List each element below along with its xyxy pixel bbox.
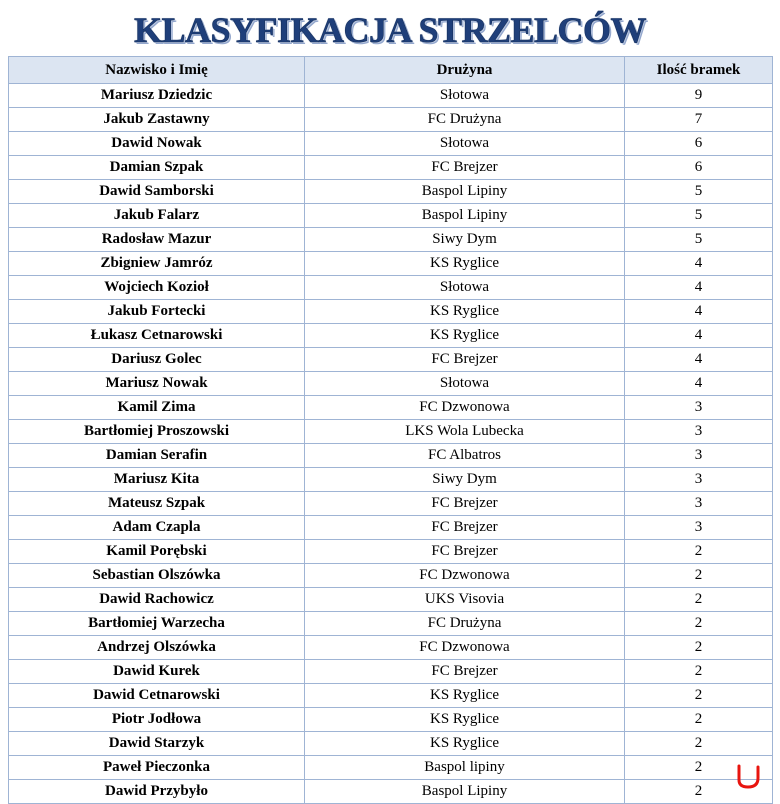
table-header xyxy=(9,57,773,84)
table-row xyxy=(9,132,773,156)
cell-player-name: Dawid Rachowicz xyxy=(9,588,305,612)
table-body xyxy=(9,84,773,804)
cell-goals: 2 xyxy=(625,660,773,684)
table-row xyxy=(9,276,773,300)
table-row xyxy=(9,84,773,108)
cell-goals: 4 xyxy=(625,324,773,348)
cell-player-name: Damian Szpak xyxy=(9,156,305,180)
table-row xyxy=(9,732,773,756)
cell-player-name: Paweł Pieczonka xyxy=(9,756,305,780)
table-row xyxy=(9,636,773,660)
table-row xyxy=(9,708,773,732)
cell-team: KS Ryglice xyxy=(305,324,625,348)
cell-goals: 2 xyxy=(625,708,773,732)
cell-player-name: Dawid Samborski xyxy=(9,180,305,204)
cell-goals: 5 xyxy=(625,204,773,228)
cell-goals: 3 xyxy=(625,468,773,492)
table-row xyxy=(9,516,773,540)
title-area xyxy=(0,0,780,56)
cell-player-name: Adam Czapla xyxy=(9,516,305,540)
cell-goals: 2 xyxy=(625,780,773,804)
table-row xyxy=(9,468,773,492)
cell-team: FC Brejzer xyxy=(305,516,625,540)
scorers-table xyxy=(8,56,773,804)
cell-player-name: Kamil Zima xyxy=(9,396,305,420)
cell-team: FC Brejzer xyxy=(305,540,625,564)
cell-team: Baspol lipiny xyxy=(305,756,625,780)
cell-goals: 2 xyxy=(625,588,773,612)
page-title: KLASYFIKACJA STRZELCÓW xyxy=(133,10,647,50)
table-row xyxy=(9,180,773,204)
cell-team: KS Ryglice xyxy=(305,732,625,756)
cell-team: KS Ryglice xyxy=(305,300,625,324)
table-row xyxy=(9,204,773,228)
cell-player-name: Jakub Zastawny xyxy=(9,108,305,132)
cell-player-name: Łukasz Cetnarowski xyxy=(9,324,305,348)
cell-player-name: Dawid Cetnarowski xyxy=(9,684,305,708)
cell-goals: 9 xyxy=(625,84,773,108)
cell-team: Słotowa xyxy=(305,276,625,300)
cell-goals: 3 xyxy=(625,516,773,540)
table-header-row xyxy=(9,57,773,84)
cell-player-name: Dariusz Golec xyxy=(9,348,305,372)
cell-player-name: Piotr Jodłowa xyxy=(9,708,305,732)
table-row xyxy=(9,564,773,588)
cell-goals: 4 xyxy=(625,276,773,300)
cell-player-name: Jakub Falarz xyxy=(9,204,305,228)
cell-goals: 3 xyxy=(625,396,773,420)
cell-team: LKS Wola Lubecka xyxy=(305,420,625,444)
cell-team: Słotowa xyxy=(305,84,625,108)
cell-goals: 5 xyxy=(625,180,773,204)
column-header-name: Nazwisko i Imię xyxy=(9,57,305,84)
cell-player-name: Kamil Porębski xyxy=(9,540,305,564)
cell-goals: 4 xyxy=(625,252,773,276)
table-row xyxy=(9,396,773,420)
cell-player-name: Dawid Starzyk xyxy=(9,732,305,756)
table-row xyxy=(9,420,773,444)
cell-team: FC Drużyna xyxy=(305,612,625,636)
table-row xyxy=(9,540,773,564)
cell-goals: 3 xyxy=(625,420,773,444)
cell-team: KS Ryglice xyxy=(305,684,625,708)
table-row xyxy=(9,252,773,276)
cell-goals: 2 xyxy=(625,732,773,756)
table-row xyxy=(9,444,773,468)
cell-team: Słotowa xyxy=(305,132,625,156)
table-row xyxy=(9,324,773,348)
table-row xyxy=(9,780,773,804)
cell-team: FC Drużyna xyxy=(305,108,625,132)
cell-goals: 6 xyxy=(625,132,773,156)
cell-player-name: Sebastian Olszówka xyxy=(9,564,305,588)
table-row xyxy=(9,612,773,636)
cell-team: FC Dzwonowa xyxy=(305,564,625,588)
column-header-goals: Ilość bramek xyxy=(625,57,773,84)
cell-team: FC Dzwonowa xyxy=(305,636,625,660)
cell-team: Baspol Lipiny xyxy=(305,180,625,204)
cell-goals: 4 xyxy=(625,300,773,324)
table-row xyxy=(9,588,773,612)
cell-goals: 3 xyxy=(625,444,773,468)
cell-goals: 2 xyxy=(625,756,773,780)
cell-goals: 2 xyxy=(625,636,773,660)
cell-team: FC Brejzer xyxy=(305,156,625,180)
cell-goals: 7 xyxy=(625,108,773,132)
cell-goals: 2 xyxy=(625,540,773,564)
table-row xyxy=(9,372,773,396)
column-header-team: Drużyna xyxy=(305,57,625,84)
table-row xyxy=(9,228,773,252)
table-row xyxy=(9,660,773,684)
cell-player-name: Wojciech Kozioł xyxy=(9,276,305,300)
cell-goals: 2 xyxy=(625,564,773,588)
cell-player-name: Jakub Fortecki xyxy=(9,300,305,324)
cell-team: Siwy Dym xyxy=(305,228,625,252)
cell-player-name: Dawid Kurek xyxy=(9,660,305,684)
cell-player-name: Damian Serafin xyxy=(9,444,305,468)
cell-player-name: Dawid Nowak xyxy=(9,132,305,156)
cell-team: FC Albatros xyxy=(305,444,625,468)
cell-goals: 2 xyxy=(625,684,773,708)
cell-goals: 3 xyxy=(625,492,773,516)
cell-goals: 4 xyxy=(625,372,773,396)
cell-team: FC Brejzer xyxy=(305,348,625,372)
cell-player-name: Zbigniew Jamróz xyxy=(9,252,305,276)
cell-goals: 2 xyxy=(625,612,773,636)
cell-team: KS Ryglice xyxy=(305,252,625,276)
cell-team: Baspol Lipiny xyxy=(305,780,625,804)
cell-team: KS Ryglice xyxy=(305,708,625,732)
table-row xyxy=(9,756,773,780)
cell-player-name: Mariusz Nowak xyxy=(9,372,305,396)
table-container xyxy=(0,56,780,804)
cell-team: UKS Visovia xyxy=(305,588,625,612)
cell-goals: 4 xyxy=(625,348,773,372)
cell-team: Baspol Lipiny xyxy=(305,204,625,228)
cell-goals: 6 xyxy=(625,156,773,180)
cell-team: FC Dzwonowa xyxy=(305,396,625,420)
cell-player-name: Mateusz Szpak xyxy=(9,492,305,516)
cell-player-name: Andrzej Olszówka xyxy=(9,636,305,660)
cell-team: Słotowa xyxy=(305,372,625,396)
cell-player-name: Dawid Przybyło xyxy=(9,780,305,804)
table-row xyxy=(9,156,773,180)
cell-team: FC Brejzer xyxy=(305,660,625,684)
cell-team: FC Brejzer xyxy=(305,492,625,516)
cell-player-name: Bartłomiej Warzecha xyxy=(9,612,305,636)
table-row xyxy=(9,348,773,372)
table-row xyxy=(9,300,773,324)
cell-player-name: Mariusz Kita xyxy=(9,468,305,492)
table-row xyxy=(9,684,773,708)
cell-goals: 5 xyxy=(625,228,773,252)
cell-player-name: Radosław Mazur xyxy=(9,228,305,252)
cell-team: Siwy Dym xyxy=(305,468,625,492)
table-row xyxy=(9,492,773,516)
cell-player-name: Bartłomiej Proszowski xyxy=(9,420,305,444)
table-row xyxy=(9,108,773,132)
cell-player-name: Mariusz Dziedzic xyxy=(9,84,305,108)
